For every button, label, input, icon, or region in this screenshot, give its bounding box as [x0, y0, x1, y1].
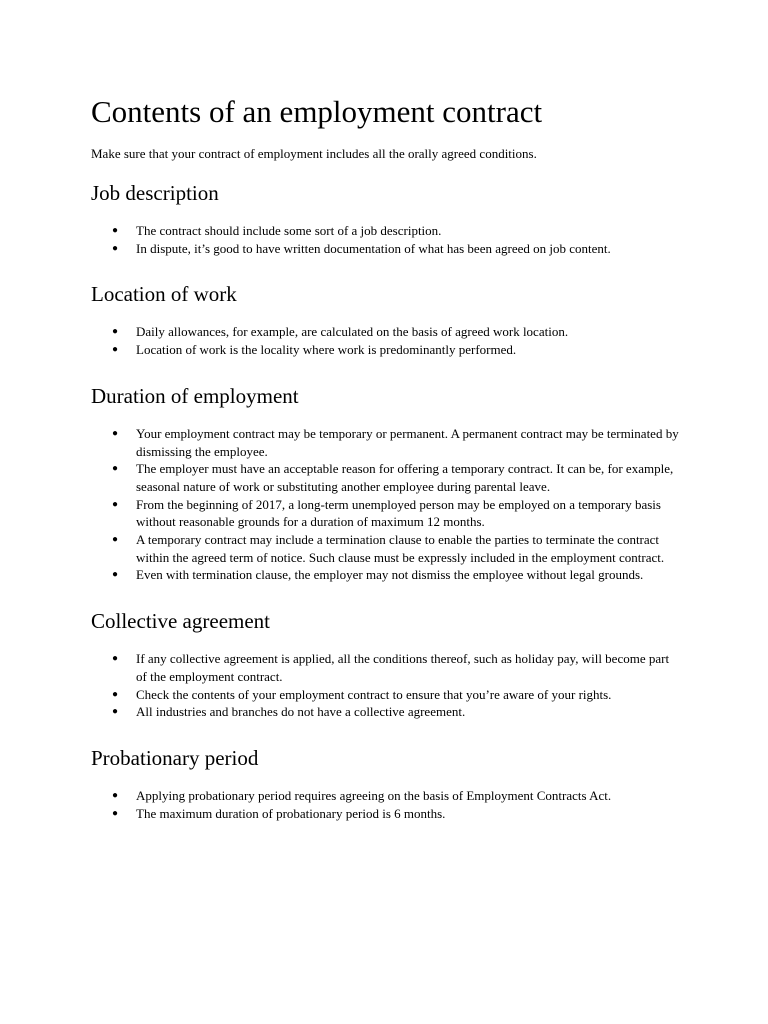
- intro-paragraph: Make sure that your contract of employment includes all the orally agreed conditions.: [91, 146, 537, 161]
- bullet-icon: ●: [112, 534, 119, 546]
- section-heading: Duration of employment: [91, 383, 299, 408]
- bullet-list: [91, 650, 681, 721]
- bullet-icon: ●: [112, 789, 119, 801]
- section-heading: Probationary period: [91, 745, 259, 770]
- list-item: ● Applying probationary period requires agreeing on the basis of Employment Contracts Act.: [112, 787, 612, 803]
- section-probationary-period: [91, 745, 681, 822]
- list-item: ● Location of work is the locality where work is predominantly performed.: [112, 342, 517, 358]
- section-collective-agreement: [91, 608, 681, 721]
- section-heading: Collective agreement: [91, 609, 271, 634]
- bullet-icon: ●: [112, 463, 119, 475]
- list-item: ● Daily allowances, for example, are calculated on the basis of agreed work location.: [112, 324, 569, 340]
- list-item: ● Even with termination clause, the employer may not dismiss the employee without legal grounds.: [112, 567, 644, 583]
- section-duration-of-employment: [91, 383, 681, 584]
- bullet-icon: ●: [112, 498, 119, 510]
- list-item: ● The maximum duration of probationary period is 6 months.: [112, 805, 446, 821]
- page-title: Contents of an employment contract: [91, 94, 543, 129]
- list-item: ● From the beginning of 2017, a long-term unemployed person may be employed on a temporary basis without reasonable grounds for a duration of maximum 12 months.: [112, 496, 661, 530]
- section-heading: Job description: [91, 181, 219, 205]
- bullet-list: [91, 425, 681, 584]
- bullet-icon: ●: [112, 427, 119, 439]
- bullet-icon: ●: [112, 569, 119, 581]
- list-item: ● In dispute, it’s good to have written documentation of what has been agreed on job content.: [112, 240, 611, 256]
- bullet-icon: ●: [112, 344, 119, 356]
- section-location-of-work: [91, 281, 681, 358]
- section-heading: Location of work: [91, 282, 237, 307]
- list-item: ● The employer must have an acceptable reason for offering a temporary contract. It can be, for example, seasonal nature of work or substituting another employee during parental leave.: [112, 461, 674, 494]
- document-page: [91, 94, 681, 846]
- bullet-list: [91, 323, 681, 358]
- bullet-icon: ●: [112, 326, 119, 338]
- bullet-icon: ●: [112, 225, 119, 236]
- list-item: ● A temporary contract may include a termination clause to enable the parties to terminate the contract within the agreed term of notice. Such clause must be expressly included in the employment contract.: [112, 532, 665, 565]
- bullet-icon: ●: [112, 242, 119, 254]
- list-item: ● Check the contents of your employment contract to ensure that you’re aware of your rights.: [112, 686, 612, 702]
- bullet-icon: ●: [112, 688, 119, 700]
- list-item: ● If any collective agreement is applied, all the conditions thereof, such as holiday pay, will become part of the employment contract.: [112, 651, 670, 684]
- list-item: ● The contract should include some sort of a job description.: [112, 223, 442, 238]
- list-item: ● All industries and branches do not have a collective agreement.: [112, 704, 466, 720]
- bullet-icon: ●: [112, 706, 119, 718]
- bullet-icon: ●: [112, 653, 119, 665]
- bullet-list: [91, 222, 681, 257]
- bullet-list: [91, 787, 681, 822]
- bullet-icon: ●: [112, 807, 119, 819]
- section-job-description: [91, 180, 681, 257]
- list-item: ● Your employment contract may be temporary or permanent. A permanent contract may be terminated by dismissing the employee.: [112, 425, 679, 459]
